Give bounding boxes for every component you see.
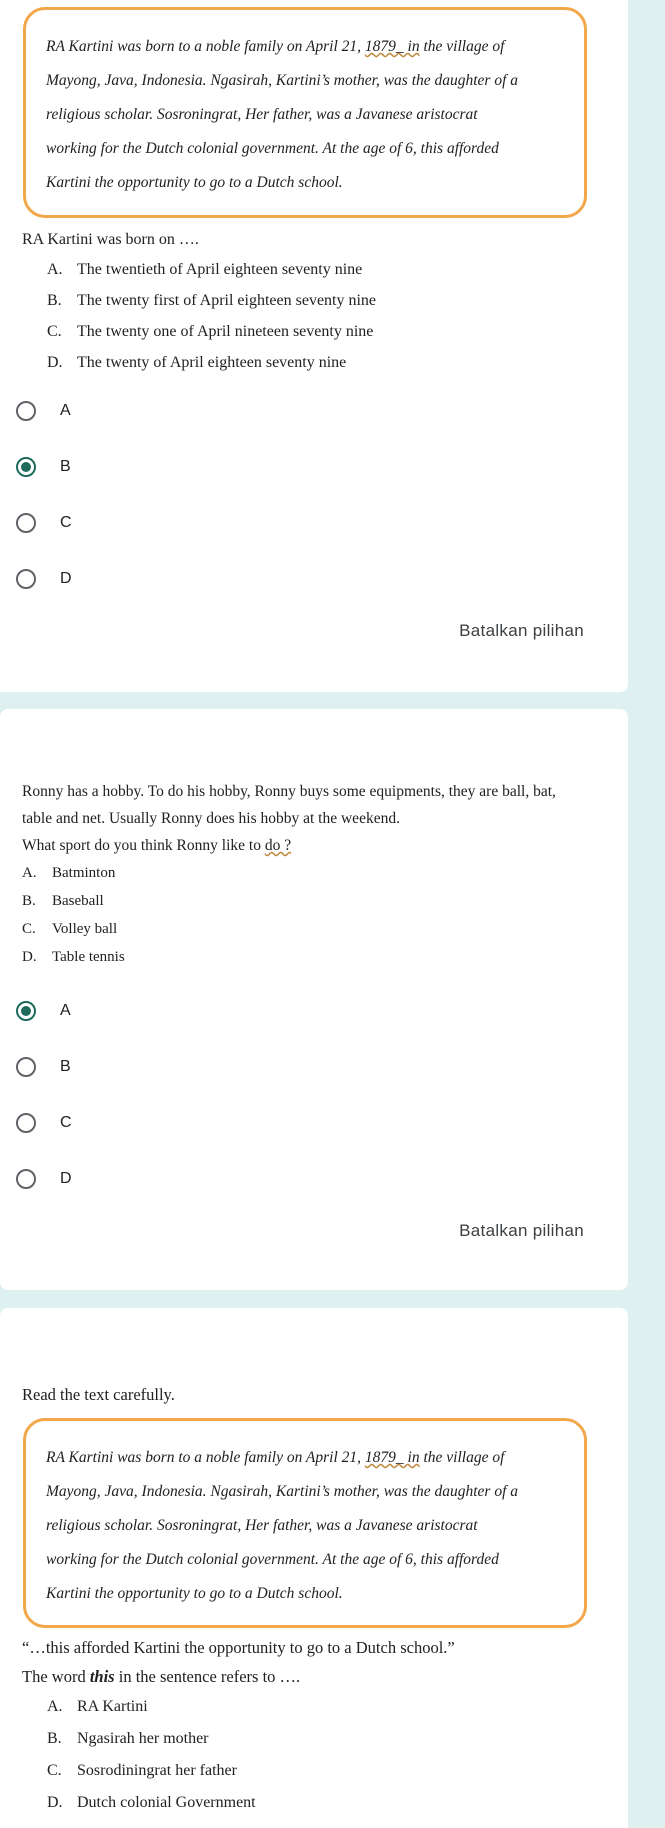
passage-line: Kartini the opportunity to go to a Dutch school. xyxy=(46,1585,343,1602)
passage-line: religious scholar. Sosroningrat, Her father, was a Javanese aristocrat xyxy=(46,106,478,123)
radio-circle-selected xyxy=(16,1001,36,1021)
answer-option: A. Batminton xyxy=(22,865,116,881)
radio-circle-selected xyxy=(16,457,36,477)
answer-option: B. Baseball xyxy=(22,893,104,909)
radio-option-d[interactable]: D xyxy=(16,1167,40,1191)
answer-option: B. Ngasirah her mother xyxy=(47,1730,209,1747)
radio-circle xyxy=(16,401,36,421)
answer-option: D. The twenty of April eighteen seventy nine xyxy=(47,354,347,371)
radio-option-b[interactable]: B xyxy=(16,455,40,479)
passage-line: Mayong, Java, Indonesia. Ngasirah, Kartini’s mother, was the daughter of a xyxy=(46,1483,519,1500)
question-text: RA Kartini was born on …. xyxy=(22,231,199,248)
answer-option: A. The twentieth of April eighteen seventy nine xyxy=(47,261,363,278)
instruction-text: Read the text carefully. xyxy=(22,1385,175,1404)
radio-option-b[interactable]: B xyxy=(16,1055,40,1079)
passage-line: Mayong, Java, Indonesia. Ngasirah, Kartini’s mother, was the daughter of a xyxy=(46,72,519,89)
passage-line: RA Kartini was born to a noble family on April 21, 1879_ in the village of xyxy=(46,1449,505,1466)
question-text: The word this in the sentence refers to …. xyxy=(22,1667,301,1686)
radio-option-a[interactable]: A xyxy=(16,399,40,423)
radio-option-a[interactable]: A xyxy=(16,999,40,1023)
radio-circle xyxy=(16,513,36,533)
answer-option: C. Volley ball xyxy=(22,921,118,937)
question-card-1 xyxy=(0,0,628,692)
radio-circle xyxy=(16,1057,36,1077)
answer-option: C. The twenty one of April nineteen seventy nine xyxy=(47,323,374,340)
question-prompt: What sport do you think Ronny like to do ? xyxy=(22,837,292,854)
reading-passage xyxy=(23,1418,587,1628)
passage-line: Kartini the opportunity to go to a Dutch school. xyxy=(46,174,343,191)
quoted-sentence: “…this afforded Kartini the opportunity to go to a Dutch school.” xyxy=(22,1638,455,1657)
radio-circle xyxy=(16,1169,36,1189)
passage-line: RA Kartini was born to a noble family on April 21, 1879_ in the village of xyxy=(46,38,505,55)
passage-line: religious scholar. Sosroningrat, Her father, was a Javanese aristocrat xyxy=(46,1517,478,1534)
answer-option: D. Table tennis xyxy=(22,949,125,965)
question-card-3 xyxy=(0,1308,628,1828)
answer-option: A. RA Kartini xyxy=(47,1698,148,1715)
radio-option-c[interactable]: C xyxy=(16,511,40,535)
radio-circle xyxy=(16,1113,36,1133)
answer-option: D. Dutch colonial Government xyxy=(47,1794,256,1811)
passage-line: working for the Dutch colonial government. At the age of 6, this afforded xyxy=(46,1551,499,1568)
passage-line: working for the Dutch colonial government. At the age of 6, this afforded xyxy=(46,140,499,157)
reading-passage xyxy=(23,7,587,218)
radio-option-d[interactable]: D xyxy=(16,567,40,591)
answer-option: C. Sosrodiningrat her father xyxy=(47,1762,237,1779)
radio-circle xyxy=(16,569,36,589)
question-text: table and net. Usually Ronny does his hobby at the weekend. xyxy=(22,810,400,827)
clear-selection-button[interactable]: Batalkan pilihan xyxy=(459,621,584,640)
answer-option: B. The twenty first of April eighteen seventy nine xyxy=(47,292,377,309)
clear-selection-button[interactable]: Batalkan pilihan xyxy=(459,1221,584,1240)
radio-option-c[interactable]: C xyxy=(16,1111,40,1135)
question-card-2 xyxy=(0,709,628,1290)
question-text: Ronny has a hobby. To do his hobby, Ronny buys some equipments, they are ball, bat, xyxy=(22,783,556,800)
